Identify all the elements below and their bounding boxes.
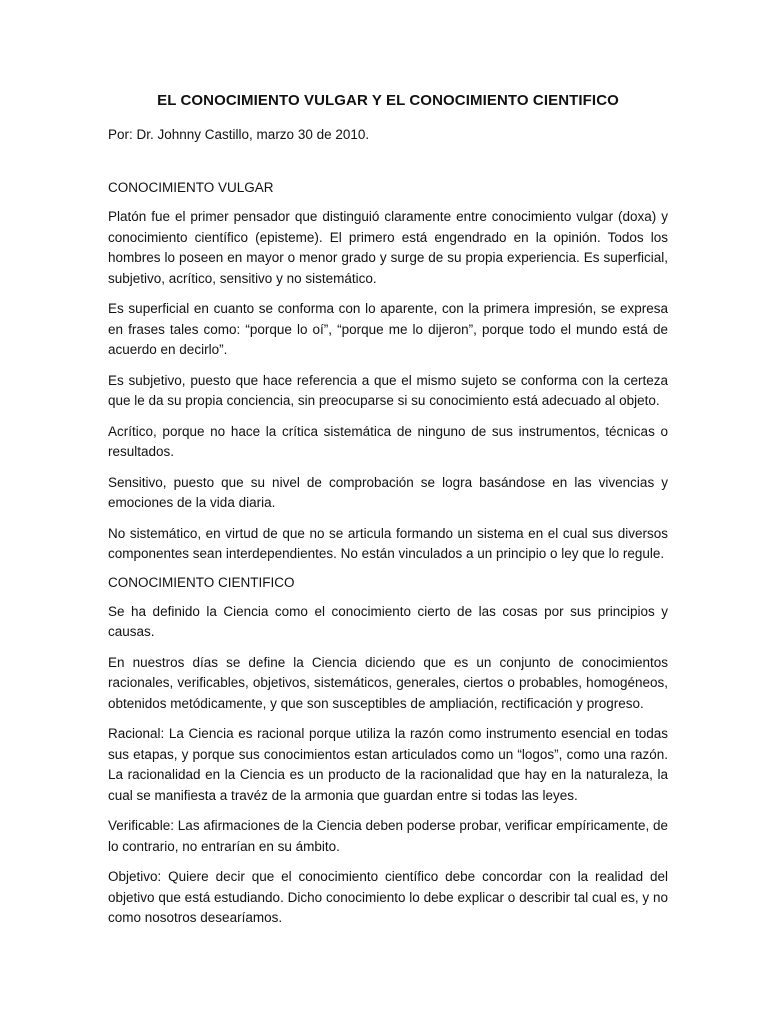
paragraph: Es superficial en cuanto se conforma con lo aparente, con la primera impresión, se expresa en frases tales como: “porque lo oí”, “porque me lo dijeron”, porque todo el mundo está de acuerdo en decirlo”.	[108, 301, 668, 357]
paragraph: Acrítico, porque no hace la crítica sistemática de ninguno de sus instrumentos, técnicas o resultados.	[108, 423, 668, 459]
paragraph: Racional: La Ciencia es racional porque utiliza la razón como instrumento esencial en todas sus etapas, y porque sus conocimientos estan articulados como un “logos”, como una razón. La racionalidad en la Ciencia es un producto de la racionalidad que hay en la naturaleza, la cual se manifiesta a travéz de la armonia que guardan entre si todas las leyes.	[108, 726, 668, 803]
paragraph: Sensitivo, puesto que su nivel de comprobación se logra basándose en las vivencias y emociones de la vida diaria.	[108, 474, 668, 510]
paragraph: Verificable: Las afirmaciones de la Ciencia deben poderse probar, verificar empíricamente, de lo contrario, no entrarían en su ámbito.	[108, 818, 668, 854]
paragraph: En nuestros días se define la Ciencia diciendo que es un conjunto de conocimientos racionales, verificables, objetivos, sistemáticos, generales, ciertos o probables, homogéneos, obtenidos metódicamente, y que son susceptibles de ampliación, rectificación y progreso.	[108, 654, 668, 711]
section-heading-vulgar: CONOCIMIENTO VULGAR	[108, 180, 274, 195]
paragraph: Se ha definido la Ciencia como el conocimiento cierto de las cosas por sus principios y causas.	[108, 603, 668, 639]
paragraph: Platón fue el primer pensador que distinguió claramente entre conocimiento vulgar (doxa) y conocimiento científico (episteme). El primero está engendrado en la opinión. Todos los hombres lo poseen en mayor o menor grado y surge de su propia experiencia. Es superficial, subjetivo, acrítico, sensitivo y no sistemático.	[108, 209, 668, 286]
document-title: EL CONOCIMIENTO VULGAR Y EL CONOCIMIENTO CIENTIFICO	[157, 92, 619, 109]
paragraph: No sistemático, en virtud de que no se articula formando un sistema en el cual sus diversos componentes sean interdependientes. No están vinculados a un principio o ley que lo regule.	[108, 525, 668, 561]
author-byline: Por: Dr. Johnny Castillo, marzo 30 de 2010.	[108, 127, 370, 142]
paragraph: Es subjetivo, puesto que hace referencia a que el mismo sujeto se conforma con la certeza que le da su propia conciencia, sin preocuparse si su conocimiento está adecuado al objeto.	[108, 372, 668, 408]
paragraph: Objetivo: Quiere decir que el conocimiento científico debe concordar con la realidad del objetivo que está estudiando. Dicho conocimiento lo debe explicar o describir tal cual es, y no como nosotros desearíamos.	[108, 869, 668, 925]
section-heading-cientifico: CONOCIMIENTO CIENTIFICO	[108, 574, 295, 590]
